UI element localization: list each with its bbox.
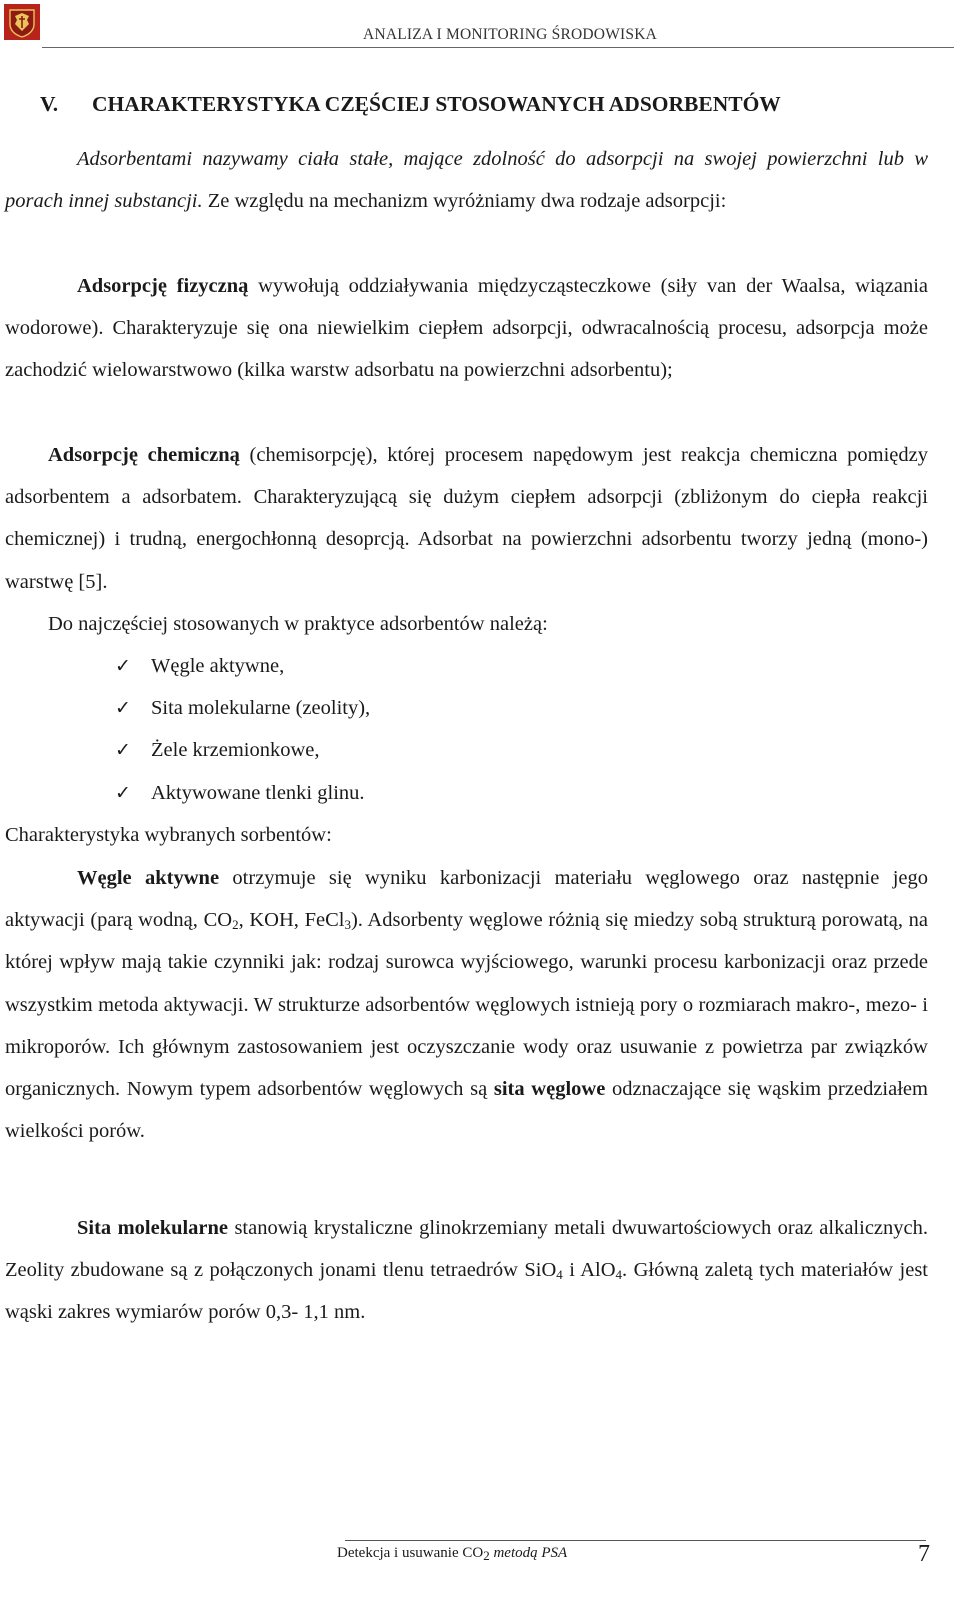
chemical-adsorption-paragraph — [5, 434, 928, 603]
chemical-adsorption-text: (chemisorpcję), której procesem napędowym jest reakcja chemiczna pomiędzy adsorbentem a adsorbatem. Charakteryzującą się dużym ciepłem adsorpcji (zbliżonym do ciepła reakcji chemicznej) i trudną, energochłonną desoprcją. Adsorbat na powierzchni adsorbentu tworzy jedną (mono-) warstwę [5]. — [5, 444, 928, 593]
section-title: CHARAKTERYSTYKA CZĘŚCIEJ STOSOWANYCH ADSORBENTÓW — [92, 92, 781, 116]
header-rule — [42, 47, 954, 48]
chemical-adsorption-term: Adsorpcję chemiczną — [48, 444, 240, 466]
intro-paragraph — [5, 138, 928, 222]
list-intro: Do najczęściej stosowanych w praktyce adsorbentów należą: — [48, 613, 548, 635]
list-item: ✓ Sita molekularne (zeolity), — [115, 687, 370, 729]
physical-adsorption-text: wywołują oddziaływania międzycząsteczkowe (siły van der Waalsa, wiązania wodorowe). Charakteryzuje się ona niewielkim ciepłem adsorpcji, odwracalnością procesu, adsorpcja może zachodzić wielowarstwowo (kilka warstw adsorbatu na powierzchni adsorbentu); — [5, 275, 929, 382]
physical-adsorption-term: Adsorpcję fizyczną — [77, 275, 249, 297]
university-crest-icon — [4, 4, 40, 40]
intro-text: Ze względu na mechanizm wyróżniamy dwa rodzaje adsorpcji: — [202, 190, 727, 213]
checkmark-icon: ✓ — [115, 697, 131, 720]
footer-title: Detekcja i usuwanie $CO_2$ metodą PSA — [337, 1545, 568, 1563]
molecular-sieves-term: Sita molekularne — [77, 1217, 229, 1239]
footer-rule — [345, 1540, 926, 1541]
running-header-title: ANALIZA I MONITORING ŚRODOWISKA — [363, 26, 657, 43]
characteristics-title: Charakterystyka wybranych sorbentów: — [5, 824, 332, 846]
checkmark-icon: ✓ — [115, 781, 131, 804]
list-item: ✓ Węgle aktywne, — [115, 645, 370, 687]
checkmark-icon: ✓ — [115, 739, 131, 762]
list-item: ✓ Żele krzemionkowe, — [115, 729, 370, 771]
list-item: ✓ Aktywowane tlenki glinu. — [115, 772, 370, 814]
checkmark-icon: ✓ — [115, 655, 131, 677]
molecular-sieves-paragraph: Sita molekularne stanowią krystaliczne glinokrzemiany metali dwuwartościowych oraz alkalicznych. Zeolity zbudowane są z połączonych jonami tlenu tetraedrów SiO$_4$ i AlO$_4$. Główną zaletą tych materiałów jest wąski zakres wymiarów porów 0,3- 1,1 nm. — [5, 1217, 928, 1324]
section-heading — [40, 92, 781, 117]
adsorbent-list — [115, 645, 370, 814]
page-number: 7 — [918, 1541, 930, 1567]
activated-carbon-paragraph: Węgle aktywne otrzymuje się wyniku karbonizacji materiału węglowego oraz następnie jego aktywacji (parą wodną, $CO_2$, KOH, FeCl$_3$). Adsorbenty węglowe różnią się miedzy sobą strukturą porowatą, na której wpływ mają takie czynniki jak: rodzaj surowca wyjściowego, warunki procesu karbonizacji oraz przede wszystkim metoda aktywacji. W strukturze adsorbentów węglowych istnieją pory o rozmiarach makro-, mezo- i mikroporów. Ich głównym zastosowaniem jest oczyszczanie wody oraz usuwanie z powietrza par związków organicznych. Nowym typem adsorbentów węglowych są sita węglowe odznaczające się wąskim przedziałem wielkości porów. — [5, 867, 928, 1143]
carbon-sieves-term: sita węglowe — [493, 1078, 606, 1101]
physical-adsorption-paragraph — [5, 265, 928, 392]
section-number: V. — [40, 92, 59, 116]
activated-carbon-term: Węgle aktywne — [77, 867, 220, 889]
adsorbent-definition: Adsorbentami nazywamy ciała stałe, mające zdolność do adsorpcji na swojej powierzchni lub w porach innej substancji. — [5, 148, 928, 213]
